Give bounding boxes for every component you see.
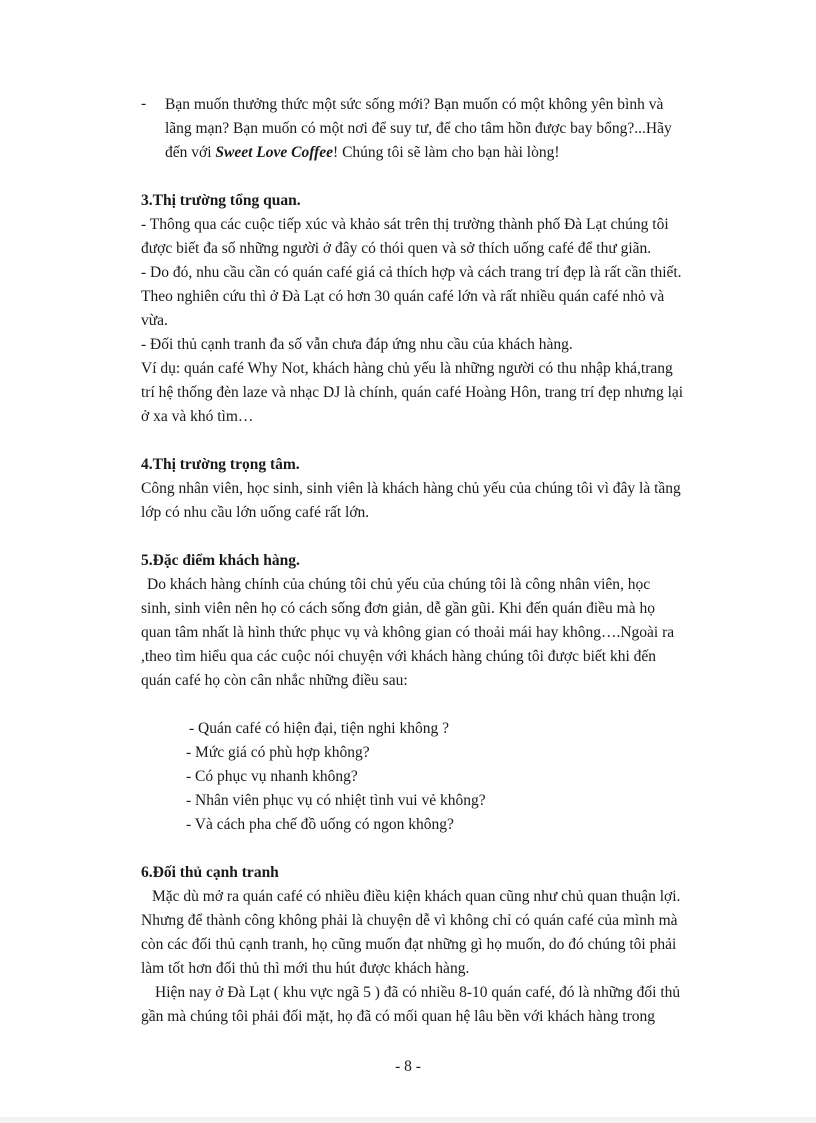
question-item: - Quán café có hiện đại, tiện nghi không ? [189,720,449,737]
page-bottom-edge [0,1117,816,1123]
intro-line-3: đến với Sweet Love Coffee! Chúng tôi sẽ làm cho bạn hài lòng! [165,144,560,161]
brand-name: Sweet Love Coffee [215,144,334,161]
question-item: - Có phục vụ nhanh không? [186,768,358,785]
section-3-line: ở xa và khó tìm… [141,408,254,425]
intro-line-2: lãng mạn? Bạn muốn có một nơi để suy tư, để cho tâm hồn được bay bổng?...Hãy [165,120,672,137]
section-5-line: Do khách hàng chính của chúng tôi chủ yếu của chúng tôi là công nhân viên, học [147,576,651,593]
section-5-line: sinh, sinh viên nên họ có cách sống đơn giản, dễ gần gũi. Khi đến quán điều mà họ [141,600,655,617]
section-6-line: làm tốt hơn đối thủ thì mới thu hút được khách hàng. [141,960,470,977]
section-3-line: Ví dụ: quán café Why Not, khách hàng chủ yếu là những người có thu nhập khá,trang [141,360,673,377]
section-5-line: quán café họ còn cân nhắc những điều sau: [141,672,408,689]
section-6-line: Hiện nay ở Đà Lạt ( khu vực ngã 5 ) đã có nhiều 8-10 quán café, đó là những đối thủ [155,984,681,1001]
section-4-line: Công nhân viên, học sinh, sinh viên là khách hàng chủ yếu của chúng tôi vì đây là tầng [141,480,681,497]
section-3-line: - Đối thủ cạnh tranh đa số vẫn chưa đáp ứng nhu cầu của khách hàng. [141,336,573,353]
section-4-heading: 4.Thị trường trọng tâm. [141,456,300,473]
page-number: - 8 - [395,1058,421,1075]
section-5-line: quan tâm nhất là hình thức phục vụ và không gian có thoải mái hay không….Ngoài ra [141,624,675,641]
question-item: - Nhân viên phục vụ có nhiệt tình vui vẻ không? [186,792,486,809]
question-item: - Và cách pha chế đồ uống có ngon không? [186,816,454,833]
section-6-line: Nhưng để thành công không phải là chuyện dễ vì không chỉ có quán café của mình mà [141,912,678,929]
section-6-line: gần mà chúng tôi phải đối mặt, họ đã có mối quan hệ lâu bền với khách hàng trong [141,1008,655,1025]
bullet-dash: - [141,95,147,112]
section-6-line: Mặc dù mở ra quán café có nhiều điều kiện khách quan cũng như chủ quan thuận lợi. [152,888,681,905]
section-5-heading: 5.Đặc điểm khách hàng. [141,552,300,569]
section-4-line: lớp có nhu cầu lớn uống café rất lớn. [141,504,370,521]
section-5-line: ,theo tìm hiểu qua các cuộc nói chuyện với khách hàng chúng tôi được biết khi đến [141,648,657,665]
section-3-line: - Do đó, nhu cầu cần có quán café giá cả thích hợp và cách trang trí đẹp là rất cần thiết. [141,264,682,281]
section-3-line: vừa. [141,312,168,329]
section-3-heading: 3.Thị trường tổng quan. [141,192,301,209]
section-3-line: được biết đa số những người ở đây có thói quen và sở thích uống café để thư giãn. [141,240,652,257]
section-6-line: còn các đối thủ cạnh tranh, họ cũng muốn đạt những gì họ muốn, do đó chúng tôi phải [141,936,677,953]
section-3-line: trí hệ thống đèn laze và nhạc DJ là chính, quán café Hoàng Hôn, trang trí đẹp nhưng lại [141,384,684,401]
section-6-heading: 6.Đối thủ cạnh tranh [141,864,279,881]
section-3-line: - Thông qua các cuộc tiếp xúc và khảo sát trên thị trường thành phố Đà Lạt chúng tôi [141,216,669,233]
section-3-line: Theo nghiên cứu thì ở Đà Lạt có hơn 30 quán café lớn và rất nhiều quán café nhỏ và [141,288,665,305]
intro-line-1: Bạn muốn thưởng thức một sức sống mới? Bạn muốn có một không yên bình và [165,96,664,113]
question-item: - Mức giá có phù hợp không? [186,744,370,761]
